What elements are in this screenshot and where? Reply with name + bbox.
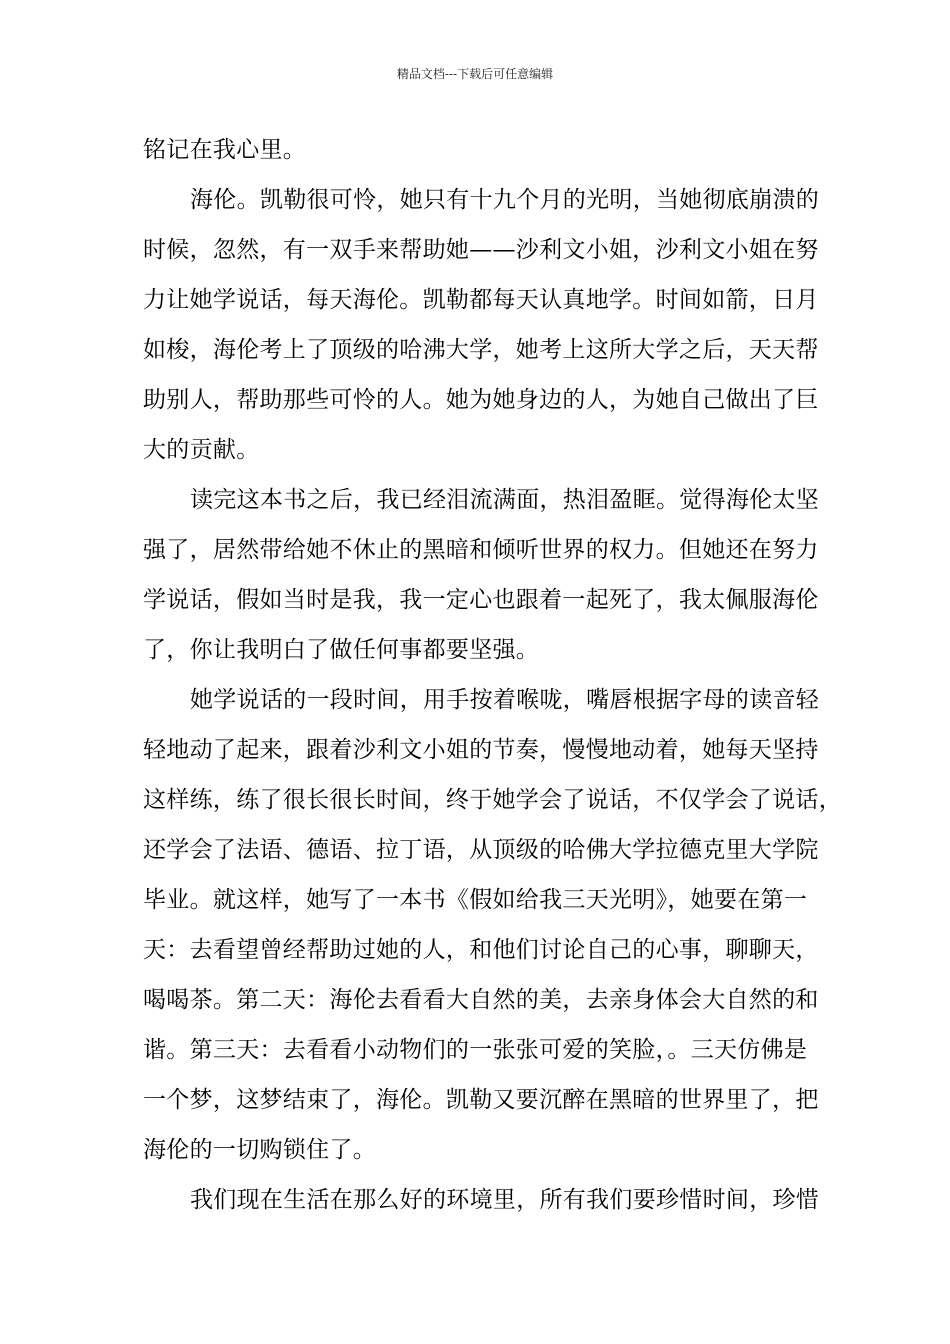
text-line: 了，你让我明白了做任何事都要坚强。 [143, 637, 540, 663]
page-header: 精品文档---下载后可任意编辑 [396, 67, 554, 81]
text-line: 一个梦，这梦结束了，海伦。凯勒又要沉醉在黑暗的世界里了，把 [143, 1087, 819, 1113]
text-line: 时候，忽然，有一双手来帮助她——沙利文小姐，沙利文小姐在努 [143, 237, 819, 263]
text-line: 谐。第三天：去看看小动物们的一张张可爱的笑脸，。三天仿佛是 [143, 1037, 808, 1063]
text-line: 助别人，帮助那些可怜的人。她为她身边的人，为她自己做出了巨 [143, 387, 819, 413]
text-line: 力让她学说话，每天海伦。凯勒都每天认真地学。时间如箭，日月 [143, 287, 819, 313]
text-line: 大的贡献。 [143, 437, 260, 463]
paragraph-first-line: 海伦。凯勒很可怜，她只有十九个月的光明，当她彻底崩溃的 [190, 187, 820, 213]
text-line: 海伦的一切购锁住了。 [143, 1137, 376, 1163]
paragraph-first-line: 读完这本书之后，我已经泪流满面，热泪盈眶。觉得海伦太坚 [190, 487, 820, 513]
text-line: 喝喝茶。第二天：海伦去看看大自然的美，去亲身体会大自然的和 [143, 987, 819, 1013]
text-line: 毕业。就这样，她写了一本书《假如给我三天光明》，她要在第一 [143, 887, 808, 913]
text-line: 如梭，海伦考上了顶级的哈沸大学，她考上这所大学之后，天天帮 [143, 337, 819, 363]
text-line: 学说话，假如当时是我，我一定心也跟着一起死了，我太佩服海伦 [143, 587, 819, 613]
text-line: 还学会了法语、德语、拉丁语，从顶级的哈佛大学拉德克里大学院 [143, 837, 819, 863]
text-line: 铭记在我心里。 [143, 137, 307, 163]
paragraph-first-line: 我们现在生活在那么好的环境里，所有我们要珍惜时间，珍惜 [190, 1187, 820, 1213]
text-line: 强了，居然带给她不休止的黑暗和倾听世界的权力。但她还在努力 [143, 537, 819, 563]
text-line: 这样练，练了很长很长时间，终于她学会了说话，不仅学会了说话， [143, 787, 842, 813]
paragraph-first-line: 她学说话的一段时间，用手按着喉咙，嘴唇根据字母的读音轻 [190, 687, 820, 713]
text-line: 轻地动了起来，跟着沙利文小姐的节奏，慢慢地动着，她每天坚持 [143, 737, 819, 763]
text-line: 天：去看望曾经帮助过她的人，和他们讨论自己的心事，聊聊天， [143, 937, 819, 963]
